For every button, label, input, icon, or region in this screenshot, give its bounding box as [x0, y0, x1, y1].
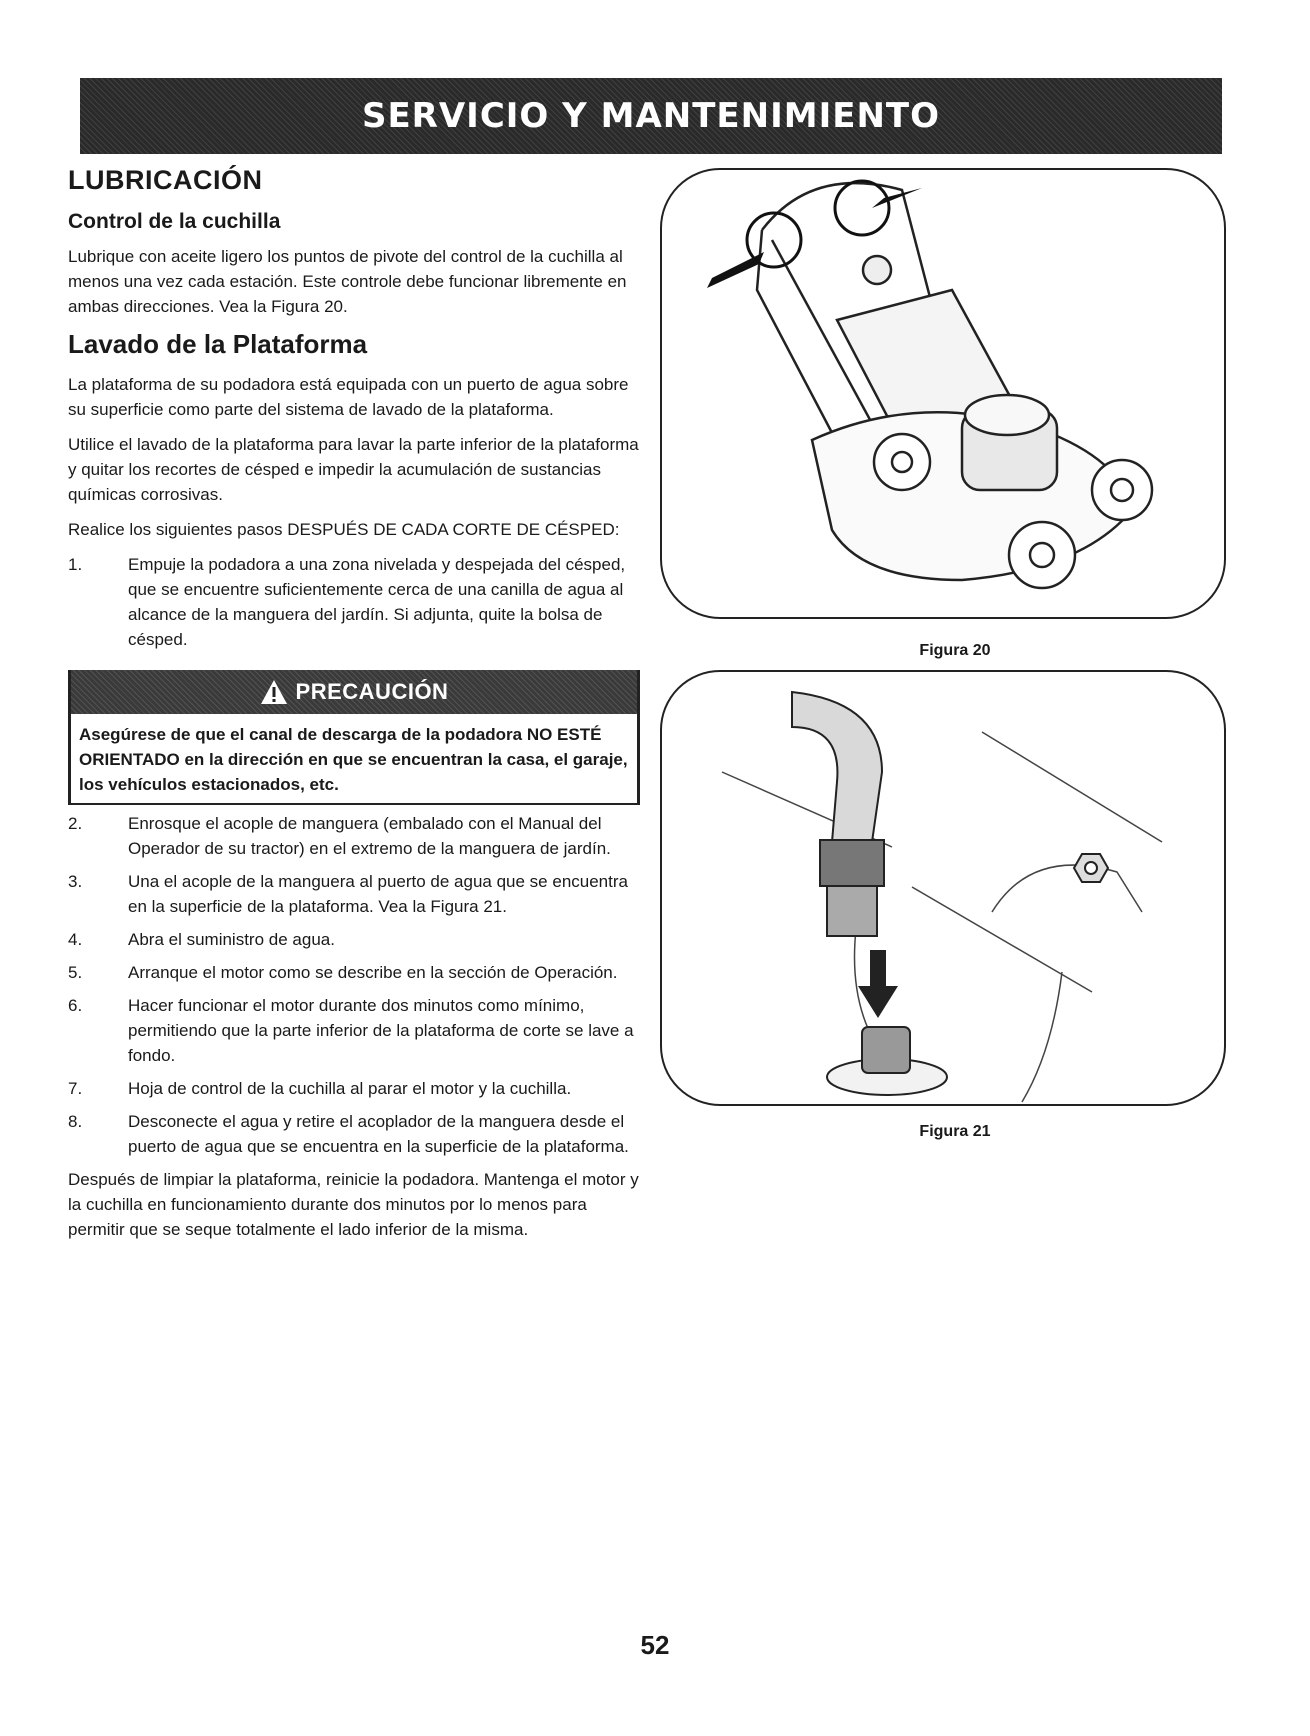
- list-item: [68, 869, 640, 919]
- page-header-banner: [80, 78, 1222, 154]
- caution-text: Asegúrese de que el canal de descarga de la podadora NO ESTÉ ORIENTADO en la dirección en que se encuentran la casa, el garaje, los vehículos estacionados, etc.: [79, 725, 628, 794]
- figure-20-caption: Figura 20: [919, 642, 991, 659]
- step-text: Arranque el motor como se describe en la sección de Operación.: [128, 963, 618, 982]
- figure-21-frame: [660, 670, 1226, 1106]
- step-text: Una el acople de la manguera al puerto de agua que se encuentra en la superficie de la plataforma. Vea la Figura 21.: [128, 872, 628, 916]
- step-text: Desconecte el agua y retire el acoplador de la manguera desde el puerto de agua que se encuentra en la superficie de la plataforma.: [128, 1112, 629, 1156]
- step-number: 8.: [68, 1112, 83, 1131]
- page-title: SERVICIO Y MANTENIMIENTO: [361, 96, 941, 136]
- deck-wash-paragraph: Realice los siguientes pasos DESPUÉS DE CADA CORTE DE CÉSPED:: [68, 520, 620, 539]
- step-number: 7.: [68, 1079, 83, 1098]
- step-text: Enrosque el acople de manguera (embalado con el Manual del Operador de su tractor) en el extremo de la manguera de jardín.: [128, 814, 611, 858]
- page-number: 52: [640, 1630, 670, 1660]
- step-number: 5.: [68, 963, 83, 982]
- caution-label: PRECAUCIÓN: [295, 679, 449, 704]
- hose-coupling-illustration: [662, 672, 1224, 1104]
- step-number: 2.: [68, 814, 83, 833]
- closing-paragraph: Después de limpiar la plataforma, reinicie la podadora. Mantenga el motor y la cuchilla en funcionamiento durante dos minutos por lo menos para permitir que se seque totalmente el lado inferior de la misma.: [68, 1170, 639, 1239]
- step-number: 6.: [68, 996, 83, 1015]
- list-item: [68, 811, 640, 861]
- caution-box: [68, 670, 640, 805]
- list-item: [68, 993, 640, 1068]
- list-item: [68, 1076, 640, 1101]
- step-text: Abra el suministro de agua.: [128, 930, 335, 949]
- step-text: Hacer funcionar el motor durante dos minutos como mínimo, permitiendo que la parte inferior de la plataforma de corte se lave a fondo.: [128, 996, 634, 1065]
- step-text: Hoja de control de la cuchilla al parar el motor y la cuchilla.: [128, 1079, 572, 1098]
- step-text: Empuje la podadora a una zona nivelada y despejada del césped, que se encuentre suficientemente cerca de una canilla de agua al alcance de la manguera del jardín. Si adjunta, quite la bolsa de césped.: [128, 555, 626, 649]
- figure-21-caption: Figura 21: [919, 1123, 991, 1140]
- deck-wash-heading: Lavado de la Plataforma: [68, 329, 368, 359]
- steps-list-rest: [68, 811, 640, 1159]
- lawn-mower-illustration: [662, 170, 1224, 617]
- list-item: [68, 1109, 640, 1159]
- list-item: [68, 960, 640, 985]
- list-item: [68, 552, 640, 652]
- blade-control-heading: Control de la cuchilla: [68, 210, 281, 233]
- deck-wash-paragraph: Utilice el lavado de la plataforma para lavar la parte inferior de la plataforma y quitar los recortes de césped e impedir la acumulación de sustancias químicas corrosivas.: [68, 435, 639, 504]
- list-item: [68, 927, 640, 952]
- warning-triangle-icon: [260, 679, 288, 705]
- caution-header: [71, 670, 637, 714]
- step-number: 3.: [68, 872, 83, 891]
- left-column: [68, 165, 640, 1252]
- step-number: 4.: [68, 930, 83, 949]
- lubrication-paragraph: Lubrique con aceite ligero los puntos de pivote del control de la cuchilla al menos una vez cada estación. Este controle debe funcionar libremente en ambas direcciones. Vea la Figura 20.: [68, 247, 627, 316]
- steps-list-first: [68, 552, 640, 652]
- step-number: 1.: [68, 555, 83, 574]
- deck-wash-paragraph: La plataforma de su podadora está equipada con un puerto de agua sobre su superficie como parte del sistema de lavado de la plataforma.: [68, 375, 629, 419]
- lubrication-heading: LUBRICACIÓN: [68, 165, 263, 195]
- figure-20-frame: [660, 168, 1226, 619]
